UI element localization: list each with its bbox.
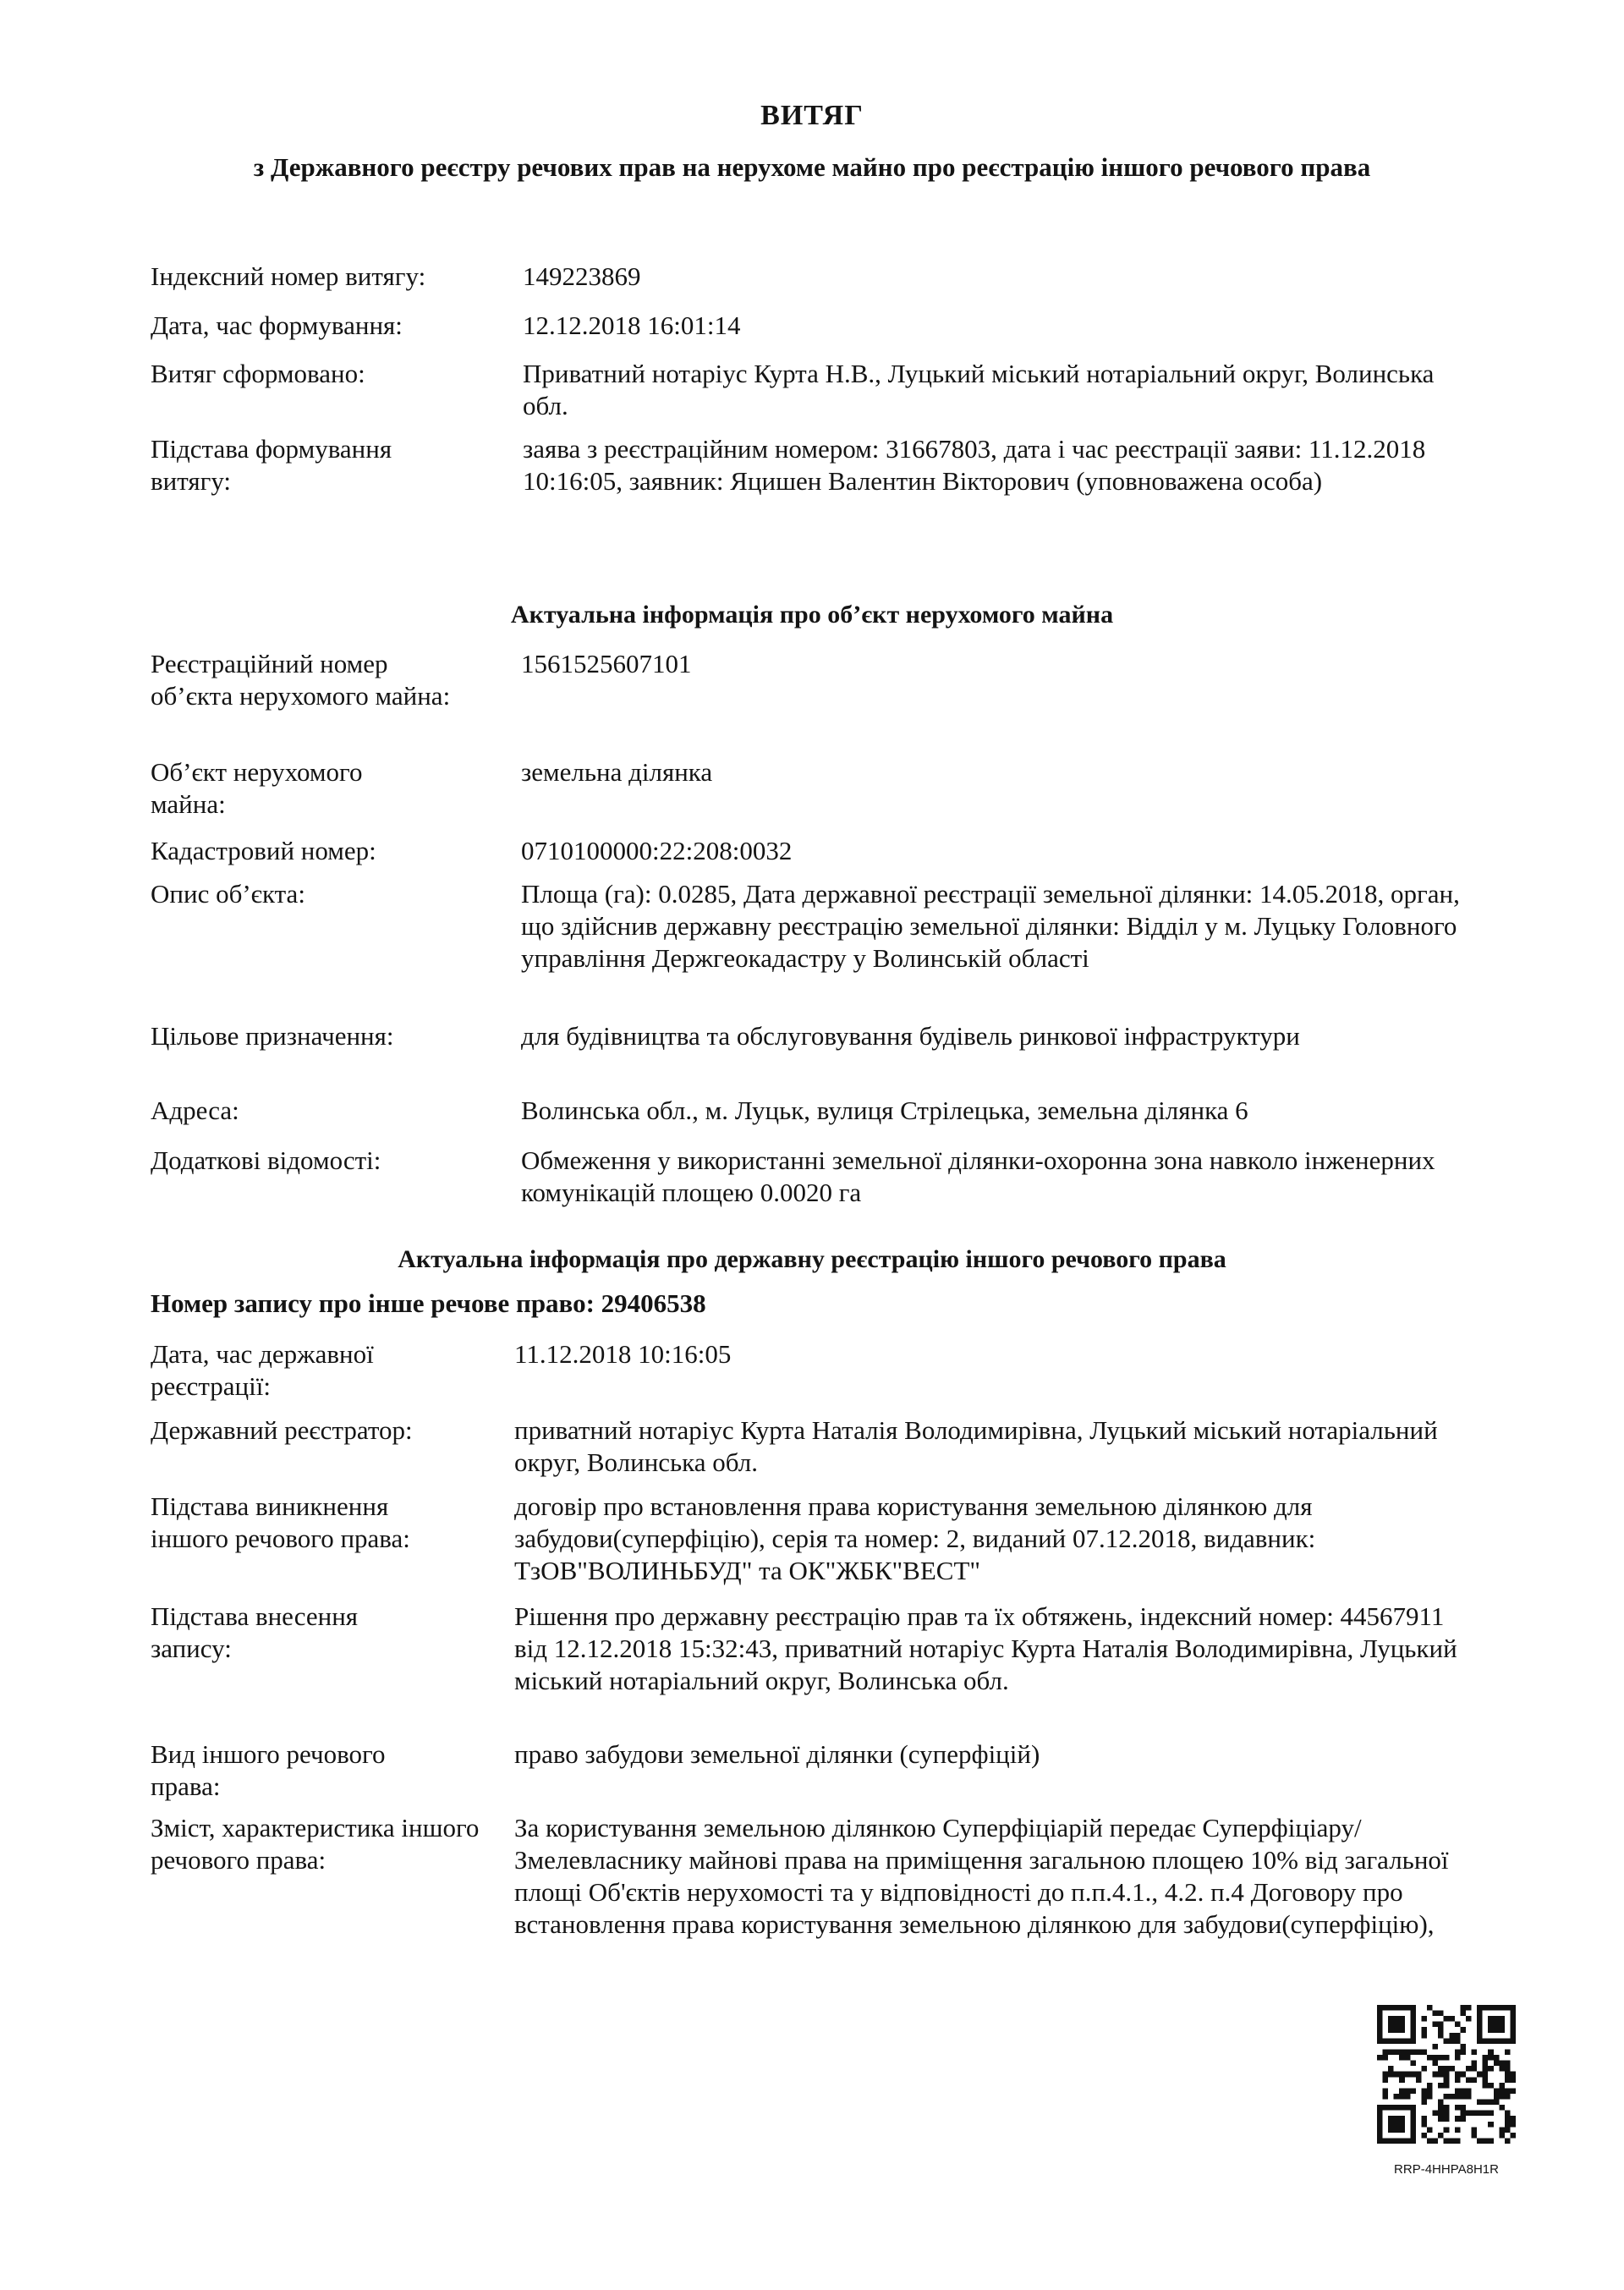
- registrar-label: Державний реєстратор:: [151, 1415, 413, 1445]
- right-content-value: За користування земельною ділянкою Суперфіціарій передає Суперфіціару/Змелевласнику майнові права на приміщення загальною площею 10% від загальної площі Об'єктів нерухомості та у відповідності до п.п.4.1., 4.2. п.4 Договору про встановлення права користування земельною ділянкою для забудови(суперфіцію),: [514, 1813, 1449, 1939]
- formation-date-value: 12.12.2018 16:01:14: [523, 310, 741, 340]
- object-section-heading: Актуальна інформація про об’єкт нерухомого майна: [510, 601, 1114, 629]
- address-label: Адреса:: [151, 1096, 239, 1125]
- document-subtitle: з Державного реєстру речових прав на нерухоме майно про реєстрацію іншого речового права: [253, 152, 1371, 182]
- right-origin-label: Підстава виникнення іншого речового права:: [151, 1491, 410, 1553]
- registration-date-value: 11.12.2018 10:16:05: [514, 1339, 732, 1369]
- address-value: Волинська обл., м. Луцьк, вулиця Стрілецька, земельна ділянка 6: [521, 1096, 1248, 1125]
- index-number-value: 149223869: [523, 261, 641, 291]
- formation-basis-value: заява з реєстраційним номером: 31667803, дата і час реєстрації заяви: 11.12.2018 10:16:05, заявник: Яцишен Валентин Вікторович (уповноважена особа): [523, 434, 1426, 496]
- formation-date-label: Дата, час формування:: [151, 310, 403, 340]
- cadastral-number-label: Кадастровий номер:: [151, 836, 376, 865]
- right-kind-label: Вид іншого речового права:: [151, 1739, 386, 1801]
- object-description-label: Опис об’єкта:: [151, 879, 305, 909]
- record-number: Номер запису про інше речове право: 29406538: [151, 1288, 706, 1318]
- registration-number-label: Реєстраційний номер об’єкта нерухомого майна:: [151, 649, 451, 711]
- entry-basis-label: Підстава внесення запису:: [151, 1601, 359, 1663]
- right-content-label: Зміст, характеристика іншого речового права:: [151, 1813, 480, 1875]
- registration-date-label: Дата, час державної реєстрації:: [151, 1339, 374, 1401]
- right-origin-value: договір про встановлення права користування земельною ділянкою для забудови(суперфіцію), серія та номер: 2, виданий 07.12.2018, видавник: ТзОВ"ВОЛИНЬБУД" та ОК"ЖБК"ВЕСТ": [514, 1491, 1316, 1585]
- formed-by-value: Приватний нотаріус Курта Н.В., Луцький міський нотаріальний округ, Волинська обл.: [523, 359, 1435, 420]
- right-section-heading: Актуальна інформація про державну реєстрацію іншого речового права: [398, 1245, 1226, 1273]
- qr-code-label: RRP-4HHPA8H1R: [1394, 2162, 1499, 2177]
- registrar-value: приватний нотаріус Курта Наталія Володимирівна, Луцький міський нотаріальний округ, Волинська обл.: [514, 1415, 1438, 1477]
- formation-basis-label: Підстава формування витягу:: [151, 434, 392, 496]
- registration-number-value: 1561525607101: [521, 649, 692, 678]
- index-number-label: Індексний номер витягу:: [151, 261, 426, 291]
- formed-by-label: Витяг сформовано:: [151, 359, 365, 388]
- qr-code-icon: [1377, 2005, 1516, 2144]
- object-description-value: Площа (га): 0.0285, Дата державної реєстрації земельної ділянки: 14.05.2018, орган, що здійснив державну реєстрацію земельної ділянки: Відділ у м. Луцьку Головного управління Держгеокадастру у Волинській області: [521, 879, 1460, 973]
- object-type-label: Об’єкт нерухомого майна:: [151, 757, 363, 819]
- additional-info-label: Додаткові відомості:: [151, 1145, 381, 1175]
- document-title: ВИТЯГ: [760, 100, 864, 131]
- purpose-value: для будівництва та обслуговування будівель ринкової інфраструктури: [521, 1021, 1300, 1051]
- additional-info-value: Обмеження у використанні земельної ділянки-охоронна зона навколо інженерних комунікацій площею 0.0020 га: [521, 1145, 1435, 1207]
- cadastral-number-value: 0710100000:22:208:0032: [521, 836, 793, 865]
- purpose-label: Цільове призначення:: [151, 1021, 394, 1051]
- entry-basis-value: Рішення про державну реєстрацію прав та їх обтяжень, індексний номер: 44567911 від 12.12.2018 15:32:43, приватний нотаріус Курта Наталія Володимирівна, Луцький міський нотаріальний округ, Волинська обл.: [514, 1601, 1457, 1695]
- object-type-value: земельна ділянка: [521, 757, 713, 787]
- right-kind-value: право забудови земельної ділянки (суперфіцій): [514, 1739, 1040, 1769]
